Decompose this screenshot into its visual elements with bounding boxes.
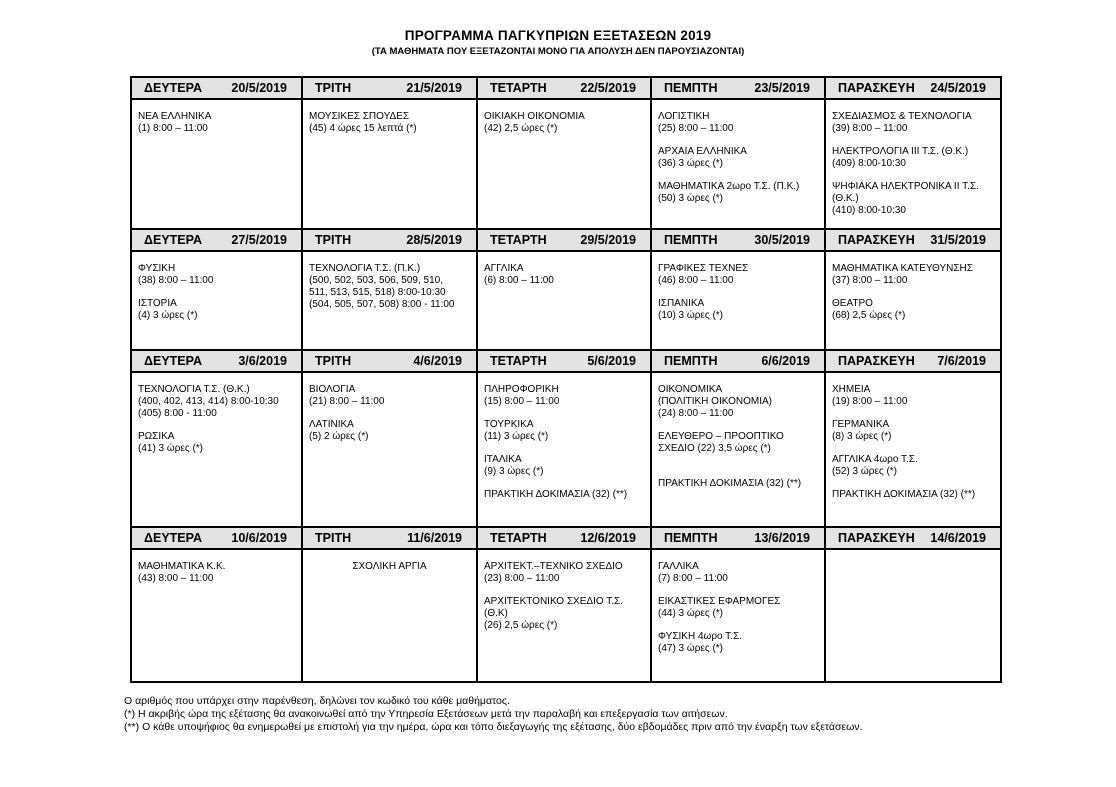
- day-name: ΠΕΜΠΤΗ: [664, 81, 718, 95]
- day-header: [302, 527, 477, 549]
- day-header: [651, 527, 825, 549]
- day-header: [651, 229, 825, 251]
- exam-entry: ΓΕΡΜΑΝΙΚΑ (8) 3 ώρες (*): [832, 419, 892, 442]
- day-date: 20/5/2019: [231, 81, 287, 95]
- day-header: [477, 229, 651, 251]
- exam-entry: ΤΕΧΝΟΛΟΓΙΑ Τ.Σ. (Θ.Κ.) (400, 402, 413, 414) 8:00-10:30 (405) 8:00 - 11:00: [138, 384, 279, 419]
- day-exams-cell: [131, 372, 302, 527]
- page-subtitle: (ΤΑ ΜΑΘΗΜΑΤΑ ΠΟΥ ΕΞΕΤΑΖΟΝΤΑΙ ΜΟΝΟ ΓΙΑ ΑΠΟΛΥΣΗ ΔΕΝ ΠΑΡΟΥΣΙΑΖΟΝΤΑΙ): [371, 46, 745, 57]
- day-header: [825, 350, 1001, 372]
- week-exams-row: [131, 99, 1001, 229]
- exam-entry: ΙΤΑΛΙΚΑ (9) 3 ώρες (*): [484, 454, 544, 477]
- day-name: ΤΕΤΑΡΤΗ: [490, 81, 547, 95]
- day-exams-cell: [477, 99, 651, 229]
- day-name: ΠΕΜΠΤΗ: [664, 354, 718, 368]
- exam-entry: ΜΑΘΗΜΑΤΙΚΑ 2ωρο Τ.Σ. (Π.Κ.) (50) 3 ώρες (*): [658, 181, 800, 204]
- day-date: 10/6/2019: [231, 531, 287, 545]
- day-exams-cell: [302, 99, 477, 229]
- day-date: 27/5/2019: [231, 233, 287, 247]
- footnote-time: (*) Η ακριβής ώρα της εξέτασης θα ανακοινωθεί από την Υπηρεσία Εξετάσεων μετά την παραλαβή και επεξεργασία των αιτήσεων.: [124, 708, 728, 720]
- footnote-letter: (**) Ο κάθε υποψήφιος θα ενημερωθεί με επιστολή για την ημέρα, ώρα και τόπο διεξαγωγής της εξέτασης, δύο εβδομάδες πριν από την έναρξη των εξετάσεων.: [124, 721, 863, 733]
- day-date: 30/5/2019: [754, 233, 810, 247]
- day-exams-cell: [302, 372, 477, 527]
- exam-entry: ΠΡΑΚΤΙΚΗ ΔΟΚΙΜΑΣΙΑ (32) (**): [832, 489, 976, 500]
- day-name: ΤΡΙΤΗ: [315, 81, 352, 95]
- day-header: [825, 229, 1001, 251]
- day-date: 5/6/2019: [587, 354, 636, 368]
- day-date: 7/6/2019: [937, 354, 986, 368]
- exam-entry: ΣΧΟΛΙΚΗ ΑΡΓΙΑ: [352, 561, 427, 572]
- day-name: ΤΕΤΑΡΤΗ: [490, 233, 547, 247]
- exam-entry: ΤΟΥΡΚΙΚΑ (11) 3 ώρες (*): [484, 419, 549, 442]
- day-date: 4/6/2019: [413, 354, 462, 368]
- day-name: ΤΡΙΤΗ: [315, 354, 352, 368]
- day-name: ΠΑΡΑΣΚΕΥΗ: [838, 233, 915, 247]
- exam-entry: ΡΩΣΙΚΑ (41) 3 ώρες (*): [138, 431, 204, 454]
- exam-entry: ΑΓΓΛΙΚΑ (6) 8:00 – 11:00: [484, 263, 554, 286]
- day-exams-cell: [825, 549, 1001, 682]
- page-title: ΠΡΟΓΡΑΜΜΑ ΠΑΓΚΥΠΡΙΩΝ ΕΞΕΤΑΣΕΩΝ 2019: [404, 28, 712, 43]
- day-date: 6/6/2019: [761, 354, 810, 368]
- exam-entry: ΛΟΓΙΣΤΙΚΗ (25) 8:00 – 11:00: [658, 111, 734, 134]
- day-header: [651, 350, 825, 372]
- exam-entry: ΓΡΑΦΙΚΕΣ ΤΕΧΝΕΣ (46) 8:00 – 11:00: [658, 263, 749, 286]
- day-exams-cell: [825, 99, 1001, 229]
- footnote-code: Ο αριθμός που υπάρχει στην παρένθεση, δηλώνει τον κωδικό του κάθε μαθήματος.: [124, 695, 510, 707]
- day-name: ΤΡΙΤΗ: [315, 233, 352, 247]
- exam-entry: ΟΙΚΙΑΚΗ ΟΙΚΟΝΟΜΙΑ (42) 2,5 ώρες (*): [484, 111, 585, 134]
- exam-entry: ΨΗΦΙΑΚΑ ΗΛΕΚΤΡΟΝΙΚΑ ΙΙ Τ.Σ.(Θ.Κ.) (410) 8:00-10:30: [832, 181, 979, 216]
- day-header: [131, 229, 302, 251]
- day-header: [825, 77, 1001, 99]
- exam-entry: ΝΕΑ ΕΛΛΗΝΙΚΑ (1) 8:00 – 11:00: [138, 111, 212, 134]
- exam-entry: ΠΡΑΚΤΙΚΗ ΔΟΚΙΜΑΣΙΑ (32) (**): [484, 489, 628, 500]
- exam-entry: ΙΣΠΑΝΙΚΑ (10) 3 ώρες (*): [658, 298, 724, 321]
- day-date: 29/5/2019: [580, 233, 636, 247]
- week-header-row: [131, 350, 1001, 372]
- exam-entry: ΣΧΕΔΙΑΣΜΟΣ & ΤΕΧΝΟΛΟΓΙΑ (39) 8:00 – 11:00: [832, 111, 972, 134]
- day-date: 21/5/2019: [406, 81, 462, 95]
- day-name: ΠΕΜΠΤΗ: [664, 531, 718, 545]
- exam-entry: ΕΛΕΥΘΕΡΟ – ΠΡΟΟΠΤΙΚΟ ΣΧΕΔΙΟ (22) 3,5 ώρες (*): [658, 431, 784, 454]
- exam-entry: ΟΙΚΟΝΟΜΙΚΑ (ΠΟΛΙΤΙΚΗ ΟΙΚΟΝΟΜΙΑ) (24) 8:00 – 11:00: [658, 384, 772, 419]
- day-exams-cell: [477, 251, 651, 350]
- day-name: ΔΕΥΤΕΡΑ: [144, 81, 203, 95]
- day-name: ΤΕΤΑΡΤΗ: [490, 531, 547, 545]
- day-exams-cell: [651, 99, 825, 229]
- day-exams-cell: [477, 372, 651, 527]
- exam-entry: ΑΡΧΙΤΕΚΤ.–ΤΕΧΝΙΚΟ ΣΧΕΔΙΟ (23) 8:00 – 11:00: [484, 561, 623, 584]
- day-date: 22/5/2019: [580, 81, 636, 95]
- day-header: [651, 77, 825, 99]
- exam-entry: ΗΛΕΚΤΡΟΛΟΓΙΑ ΙΙΙ Τ.Σ. (Θ.Κ.) (409) 8:00-10:30: [832, 146, 969, 169]
- day-header: [131, 350, 302, 372]
- day-exams-cell: [651, 549, 825, 682]
- day-name: ΠΑΡΑΣΚΕΥΗ: [838, 531, 915, 545]
- day-exams-cell: [131, 99, 302, 229]
- day-exams-cell: [651, 251, 825, 350]
- exam-entry: ΜΑΘΗΜΑΤΙΚΑ Κ.Κ. (43) 8:00 – 11:00: [138, 561, 226, 584]
- day-header: [302, 229, 477, 251]
- exam-entry: ΓΑΛΛΙΚΑ (7) 8:00 – 11:00: [658, 561, 728, 584]
- day-name: ΔΕΥΤΕΡΑ: [144, 354, 203, 368]
- day-date: 12/6/2019: [580, 531, 636, 545]
- week-exams-row: [131, 251, 1001, 350]
- exam-entry: ΦΥΣΙΚΗ (38) 8:00 – 11:00: [138, 263, 214, 286]
- exam-entry: ΘΕΑΤΡΟ (68) 2,5 ώρες (*): [832, 298, 906, 321]
- day-date: 23/5/2019: [754, 81, 810, 95]
- day-name: ΠΕΜΠΤΗ: [664, 233, 718, 247]
- exam-entry: ΠΡΑΚΤΙΚΗ ΔΟΚΙΜΑΣΙΑ (32) (**): [658, 478, 802, 489]
- day-date: 11/6/2019: [407, 531, 462, 545]
- day-name: ΔΕΥΤΕΡΑ: [144, 233, 203, 247]
- exam-entry: ΦΥΣΙΚΗ 4ωρο Τ.Σ. (47) 3 ώρες (*): [658, 631, 742, 654]
- day-date: 3/6/2019: [238, 354, 287, 368]
- exam-entry: ΜΟΥΣΙΚΕΣ ΣΠΟΥΔΕΣ (45) 4 ώρες 15 λεπτά (*): [309, 111, 417, 134]
- exam-entry: ΑΡΧΑΙΑ ΕΛΛΗΝΙΚΑ (36) 3 ώρες (*): [658, 146, 747, 169]
- day-date: 31/5/2019: [930, 233, 986, 247]
- day-date: 24/5/2019: [930, 81, 986, 95]
- exam-entry: ΤΕΧΝΟΛΟΓΙΑ Τ.Σ. (Π.Κ.) (500, 502, 503, 506, 509, 510, 511, 513, 515, 518) 8:00-10:30 (504, 505, 507, 508) 8:00 - 11:00: [309, 263, 455, 310]
- day-date: 14/6/2019: [930, 531, 986, 545]
- day-header: [302, 350, 477, 372]
- day-exams-cell: [131, 549, 302, 682]
- day-exams-cell: [302, 549, 477, 682]
- exam-entry: ΠΛΗΡΟΦΟΡΙΚΗ (15) 8:00 – 11:00: [484, 384, 560, 407]
- exam-entry: ΑΓΓΛΙΚΑ 4ωρο Τ.Σ. (52) 3 ώρες (*): [832, 454, 918, 477]
- day-header: [131, 527, 302, 549]
- day-name: ΔΕΥΤΕΡΑ: [144, 531, 203, 545]
- exam-entry: ΧΗΜΕΙΑ (19) 8:00 – 11:00: [832, 384, 908, 407]
- day-exams-cell: [131, 251, 302, 350]
- day-name: ΤΕΤΑΡΤΗ: [490, 354, 547, 368]
- day-exams-cell: [825, 251, 1001, 350]
- exam-entry: ΑΡΧΙΤΕΚΤΟΝΙΚΟ ΣΧΕΔΙΟ Τ.Σ.(Θ.Κ) (26) 2,5 ώρες (*): [484, 596, 623, 631]
- day-exams-cell: [302, 251, 477, 350]
- exam-schedule-table: [130, 76, 1002, 683]
- day-name: ΠΑΡΑΣΚΕΥΗ: [838, 354, 915, 368]
- week-header-row: [131, 527, 1001, 549]
- day-name: ΤΡΙΤΗ: [315, 531, 352, 545]
- week-header-row: [131, 229, 1001, 251]
- week-header-row: [131, 77, 1001, 99]
- day-header: [477, 77, 651, 99]
- day-exams-cell: [477, 549, 651, 682]
- day-header: [131, 77, 302, 99]
- footnotes: [124, 695, 862, 734]
- exam-entry: ΛΑΤΙΝΙΚΑ (5) 2 ώρες (*): [309, 419, 369, 442]
- exam-entry: ΒΙΟΛΟΓΙΑ (21) 8:00 – 11:00: [309, 384, 385, 407]
- exam-entry: ΙΣΤΟΡΙΑ (4) 3 ώρες (*): [138, 298, 198, 321]
- day-name: ΠΑΡΑΣΚΕΥΗ: [838, 81, 915, 95]
- day-exams-cell: [651, 372, 825, 527]
- day-exams-cell: [825, 372, 1001, 527]
- day-header: [302, 77, 477, 99]
- week-exams-row: [131, 372, 1001, 527]
- week-exams-row: [131, 549, 1001, 682]
- exam-entry: ΜΑΘΗΜΑΤΙΚΑ ΚΑΤΕΥΘΥΝΣΗΣ (37) 8:00 – 11:00: [832, 263, 973, 286]
- day-header: [477, 527, 651, 549]
- day-date: 28/5/2019: [406, 233, 462, 247]
- day-header: [477, 350, 651, 372]
- day-date: 13/6/2019: [754, 531, 810, 545]
- exam-entry: ΕΙΚΑΣΤΙΚΕΣ ΕΦΑΡΜΟΓΕΣ (44) 3 ώρες (*): [658, 596, 781, 619]
- day-header: [825, 527, 1001, 549]
